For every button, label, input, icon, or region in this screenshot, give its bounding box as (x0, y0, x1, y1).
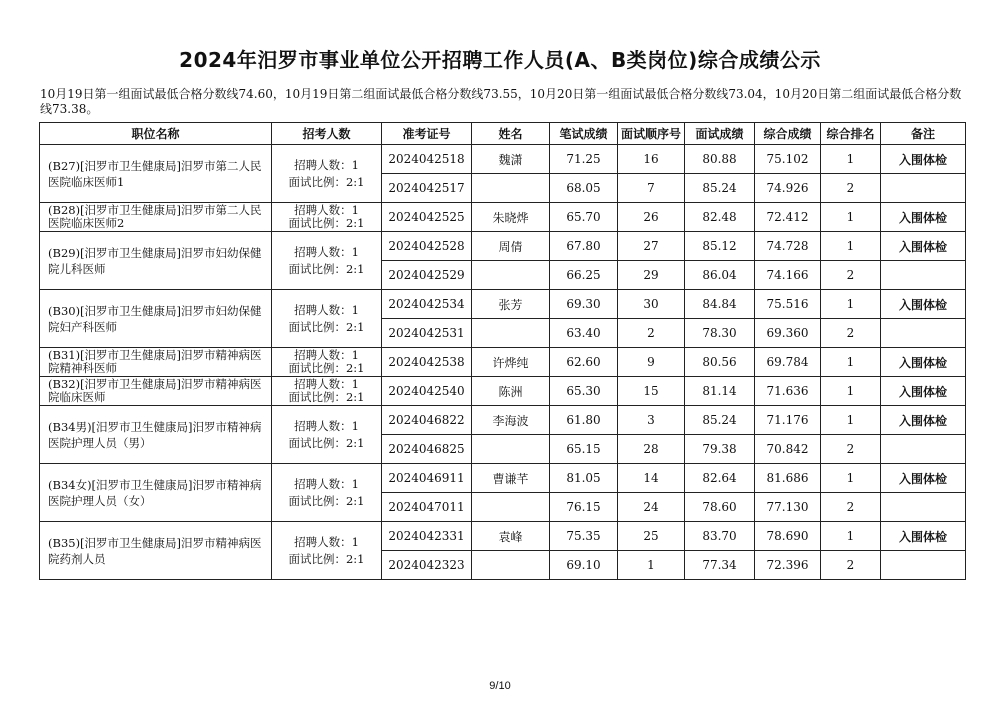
interview-score-cell: 79.38 (685, 435, 755, 464)
header-exam-id: 准考证号 (382, 123, 472, 145)
candidate-name-cell: 周倩 (472, 232, 550, 261)
recruit-count: 招聘人数：1 (294, 476, 359, 491)
position-cell: (B34女)[汨罗市卫生健康局]汨罗市精神病医院护理人员（女） (40, 464, 272, 522)
written-score-cell: 66.25 (550, 261, 618, 290)
interview-order-cell: 9 (618, 348, 685, 377)
interview-ratio: 面试比例：2:1 (288, 435, 365, 450)
interview-ratio: 面试比例：2:1 (288, 493, 365, 508)
recruit-count: 招聘人数：1 (294, 348, 359, 362)
rank-cell: 2 (821, 493, 881, 522)
header-interview: 面试成绩 (685, 123, 755, 145)
written-score-cell: 63.40 (550, 319, 618, 348)
recruit-count: 招聘人数：1 (294, 244, 359, 259)
written-score-cell: 71.25 (550, 145, 618, 174)
interview-ratio: 面试比例：2:1 (288, 174, 365, 189)
remark-cell: 入围体检 (881, 522, 966, 551)
remark-cell: 入围体检 (881, 377, 966, 406)
interview-order-cell: 30 (618, 290, 685, 319)
candidate-name-cell: 陈洲 (472, 377, 550, 406)
interview-order-cell: 28 (618, 435, 685, 464)
exam-id-cell: 2024042529 (382, 261, 472, 290)
written-score-cell: 62.60 (550, 348, 618, 377)
interview-score-cell: 85.12 (685, 232, 755, 261)
written-score-cell: 81.05 (550, 464, 618, 493)
remark-cell: 入围体检 (881, 232, 966, 261)
recruit-cell (272, 406, 382, 464)
interview-score-cell: 82.64 (685, 464, 755, 493)
total-score-cell: 71.176 (755, 406, 821, 435)
candidate-name-cell (472, 174, 550, 203)
written-score-cell: 76.15 (550, 493, 618, 522)
interview-order-cell: 3 (618, 406, 685, 435)
rank-cell: 1 (821, 464, 881, 493)
header-remark: 备注 (881, 123, 966, 145)
remark-cell (881, 493, 966, 522)
interview-score-cell: 84.84 (685, 290, 755, 319)
total-score-cell: 72.396 (755, 551, 821, 580)
interview-order-cell: 29 (618, 261, 685, 290)
interview-ratio: 面试比例：2:1 (288, 390, 365, 404)
interview-score-cell: 78.30 (685, 319, 755, 348)
exam-id-cell: 2024042525 (382, 203, 472, 232)
remark-cell: 入围体检 (881, 464, 966, 493)
position-cell: (B34男)[汨罗市卫生健康局]汨罗市精神病医院护理人员（男） (40, 406, 272, 464)
page-title: 2024年汨罗市事业单位公开招聘工作人员(A、B类岗位)综合成绩公示 (179, 48, 821, 72)
passing-score-note: 10月19日第一组面试最低合格分数线74.60，10月19日第二组面试最低合格分数线73.55，10月20日第一组面试最低合格分数线73.04，10月20日第二组面试最低合格分数线73.38。 (40, 87, 962, 116)
page-number: 9/10 (489, 680, 511, 692)
table-row (40, 348, 966, 377)
total-score-cell: 71.636 (755, 377, 821, 406)
total-score-cell: 70.842 (755, 435, 821, 464)
exam-id-cell: 2024046822 (382, 406, 472, 435)
interview-score-cell: 80.88 (685, 145, 755, 174)
written-score-cell: 69.30 (550, 290, 618, 319)
total-score-cell: 72.412 (755, 203, 821, 232)
rank-cell: 2 (821, 435, 881, 464)
candidate-name-cell (472, 551, 550, 580)
candidate-name-cell: 朱晓烨 (472, 203, 550, 232)
position-cell: (B35)[汨罗市卫生健康局]汨罗市精神病医院药剂人员 (40, 522, 272, 580)
candidate-name-cell: 许烨纯 (472, 348, 550, 377)
candidate-name-cell: 袁峰 (472, 522, 550, 551)
table-body (40, 145, 966, 580)
interview-score-cell: 81.14 (685, 377, 755, 406)
remark-cell (881, 261, 966, 290)
total-score-cell: 75.516 (755, 290, 821, 319)
rank-cell: 2 (821, 551, 881, 580)
recruit-count: 招聘人数：1 (294, 157, 359, 172)
interview-order-cell: 27 (618, 232, 685, 261)
table-row (40, 522, 966, 551)
exam-id-cell: 2024042538 (382, 348, 472, 377)
candidate-name-cell (472, 493, 550, 522)
remark-cell: 入围体检 (881, 145, 966, 174)
total-score-cell: 74.728 (755, 232, 821, 261)
header-written: 笔试成绩 (550, 123, 618, 145)
rank-cell: 1 (821, 522, 881, 551)
written-score-cell: 67.80 (550, 232, 618, 261)
interview-score-cell: 82.48 (685, 203, 755, 232)
interview-ratio: 面试比例：2:1 (288, 319, 365, 334)
exam-id-cell: 2024042531 (382, 319, 472, 348)
interview-ratio: 面试比例：2:1 (288, 361, 365, 375)
recruit-count: 招聘人数：1 (294, 203, 359, 217)
header-recruit: 招考人数 (272, 123, 382, 145)
remark-cell: 入围体检 (881, 203, 966, 232)
written-score-cell: 65.70 (550, 203, 618, 232)
interview-order-cell: 1 (618, 551, 685, 580)
interview-order-cell: 25 (618, 522, 685, 551)
total-score-cell: 74.926 (755, 174, 821, 203)
rank-cell: 1 (821, 203, 881, 232)
recruit-cell (272, 377, 382, 406)
recruit-cell (272, 232, 382, 290)
interview-score-cell: 85.24 (685, 406, 755, 435)
header-name: 姓名 (472, 123, 550, 145)
recruit-cell (272, 145, 382, 203)
recruit-count: 招聘人数：1 (294, 302, 359, 317)
interview-ratio: 面试比例：2:1 (288, 551, 365, 566)
exam-id-cell: 2024042517 (382, 174, 472, 203)
table-row (40, 232, 966, 261)
interview-order-cell: 15 (618, 377, 685, 406)
candidate-name-cell: 魏潇 (472, 145, 550, 174)
written-score-cell: 69.10 (550, 551, 618, 580)
interview-ratio: 面试比例：2:1 (288, 216, 365, 230)
candidate-name-cell: 张芳 (472, 290, 550, 319)
recruit-cell (272, 464, 382, 522)
table-row (40, 406, 966, 435)
recruit-cell (272, 290, 382, 348)
interview-order-cell: 7 (618, 174, 685, 203)
candidate-name-cell: 曹谦芊 (472, 464, 550, 493)
rank-cell: 2 (821, 174, 881, 203)
interview-score-cell: 80.56 (685, 348, 755, 377)
written-score-cell: 68.05 (550, 174, 618, 203)
candidate-name-cell: 李海波 (472, 406, 550, 435)
interview-score-cell: 78.60 (685, 493, 755, 522)
table-header-row (40, 123, 966, 145)
interview-score-cell: 77.34 (685, 551, 755, 580)
interview-ratio: 面试比例：2:1 (288, 261, 365, 276)
exam-id-cell: 2024042331 (382, 522, 472, 551)
interview-score-cell: 85.24 (685, 174, 755, 203)
written-score-cell: 65.15 (550, 435, 618, 464)
interview-score-cell: 86.04 (685, 261, 755, 290)
rank-cell: 2 (821, 261, 881, 290)
table-row (40, 290, 966, 319)
exam-id-cell: 2024042528 (382, 232, 472, 261)
recruit-cell (272, 522, 382, 580)
results-table (39, 122, 966, 580)
exam-id-cell: 2024042540 (382, 377, 472, 406)
recruit-cell (272, 203, 382, 232)
table-row (40, 377, 966, 406)
interview-order-cell: 26 (618, 203, 685, 232)
exam-id-cell: 2024046911 (382, 464, 472, 493)
interview-order-cell: 16 (618, 145, 685, 174)
exam-id-cell: 2024042518 (382, 145, 472, 174)
table-row (40, 464, 966, 493)
candidate-name-cell (472, 261, 550, 290)
exam-id-cell: 2024046825 (382, 435, 472, 464)
header-total: 综合成绩 (755, 123, 821, 145)
remark-cell (881, 435, 966, 464)
total-score-cell: 74.166 (755, 261, 821, 290)
candidate-name-cell (472, 319, 550, 348)
remark-cell: 入围体检 (881, 348, 966, 377)
header-order: 面试顺序号 (618, 123, 685, 145)
total-score-cell: 75.102 (755, 145, 821, 174)
rank-cell: 1 (821, 377, 881, 406)
exam-id-cell: 2024047011 (382, 493, 472, 522)
header-position: 职位名称 (40, 123, 272, 145)
position-cell: (B27)[汨罗市卫生健康局]汨罗市第二人民医院临床医师1 (40, 145, 272, 203)
total-score-cell: 81.686 (755, 464, 821, 493)
rank-cell: 1 (821, 290, 881, 319)
interview-score-cell: 83.70 (685, 522, 755, 551)
remark-cell (881, 174, 966, 203)
remark-cell (881, 319, 966, 348)
interview-order-cell: 14 (618, 464, 685, 493)
position-cell: (B32)[汨罗市卫生健康局]汨罗市精神病医院临床医师 (40, 377, 272, 406)
rank-cell: 2 (821, 319, 881, 348)
recruit-count: 招聘人数：1 (294, 534, 359, 549)
remark-cell (881, 551, 966, 580)
written-score-cell: 61.80 (550, 406, 618, 435)
position-cell: (B30)[汨罗市卫生健康局]汨罗市妇幼保健院妇产科医师 (40, 290, 272, 348)
rank-cell: 1 (821, 145, 881, 174)
total-score-cell: 77.130 (755, 493, 821, 522)
total-score-cell: 69.360 (755, 319, 821, 348)
remark-cell: 入围体检 (881, 406, 966, 435)
remark-cell: 入围体检 (881, 290, 966, 319)
interview-order-cell: 2 (618, 319, 685, 348)
position-cell: (B31)[汨罗市卫生健康局]汨罗市精神病医院精神科医师 (40, 348, 272, 377)
recruit-cell (272, 348, 382, 377)
position-cell: (B29)[汨罗市卫生健康局]汨罗市妇幼保健院儿科医师 (40, 232, 272, 290)
rank-cell: 1 (821, 406, 881, 435)
position-cell: (B28)[汨罗市卫生健康局]汨罗市第二人民医院临床医师2 (40, 203, 272, 232)
written-score-cell: 75.35 (550, 522, 618, 551)
candidate-name-cell (472, 435, 550, 464)
rank-cell: 1 (821, 232, 881, 261)
recruit-count: 招聘人数：1 (294, 418, 359, 433)
interview-order-cell: 24 (618, 493, 685, 522)
rank-cell: 1 (821, 348, 881, 377)
table-row (40, 203, 966, 232)
recruit-count: 招聘人数：1 (294, 377, 359, 391)
exam-id-cell: 2024042323 (382, 551, 472, 580)
total-score-cell: 78.690 (755, 522, 821, 551)
table-row (40, 145, 966, 174)
exam-id-cell: 2024042534 (382, 290, 472, 319)
header-rank: 综合排名 (821, 123, 881, 145)
written-score-cell: 65.30 (550, 377, 618, 406)
total-score-cell: 69.784 (755, 348, 821, 377)
